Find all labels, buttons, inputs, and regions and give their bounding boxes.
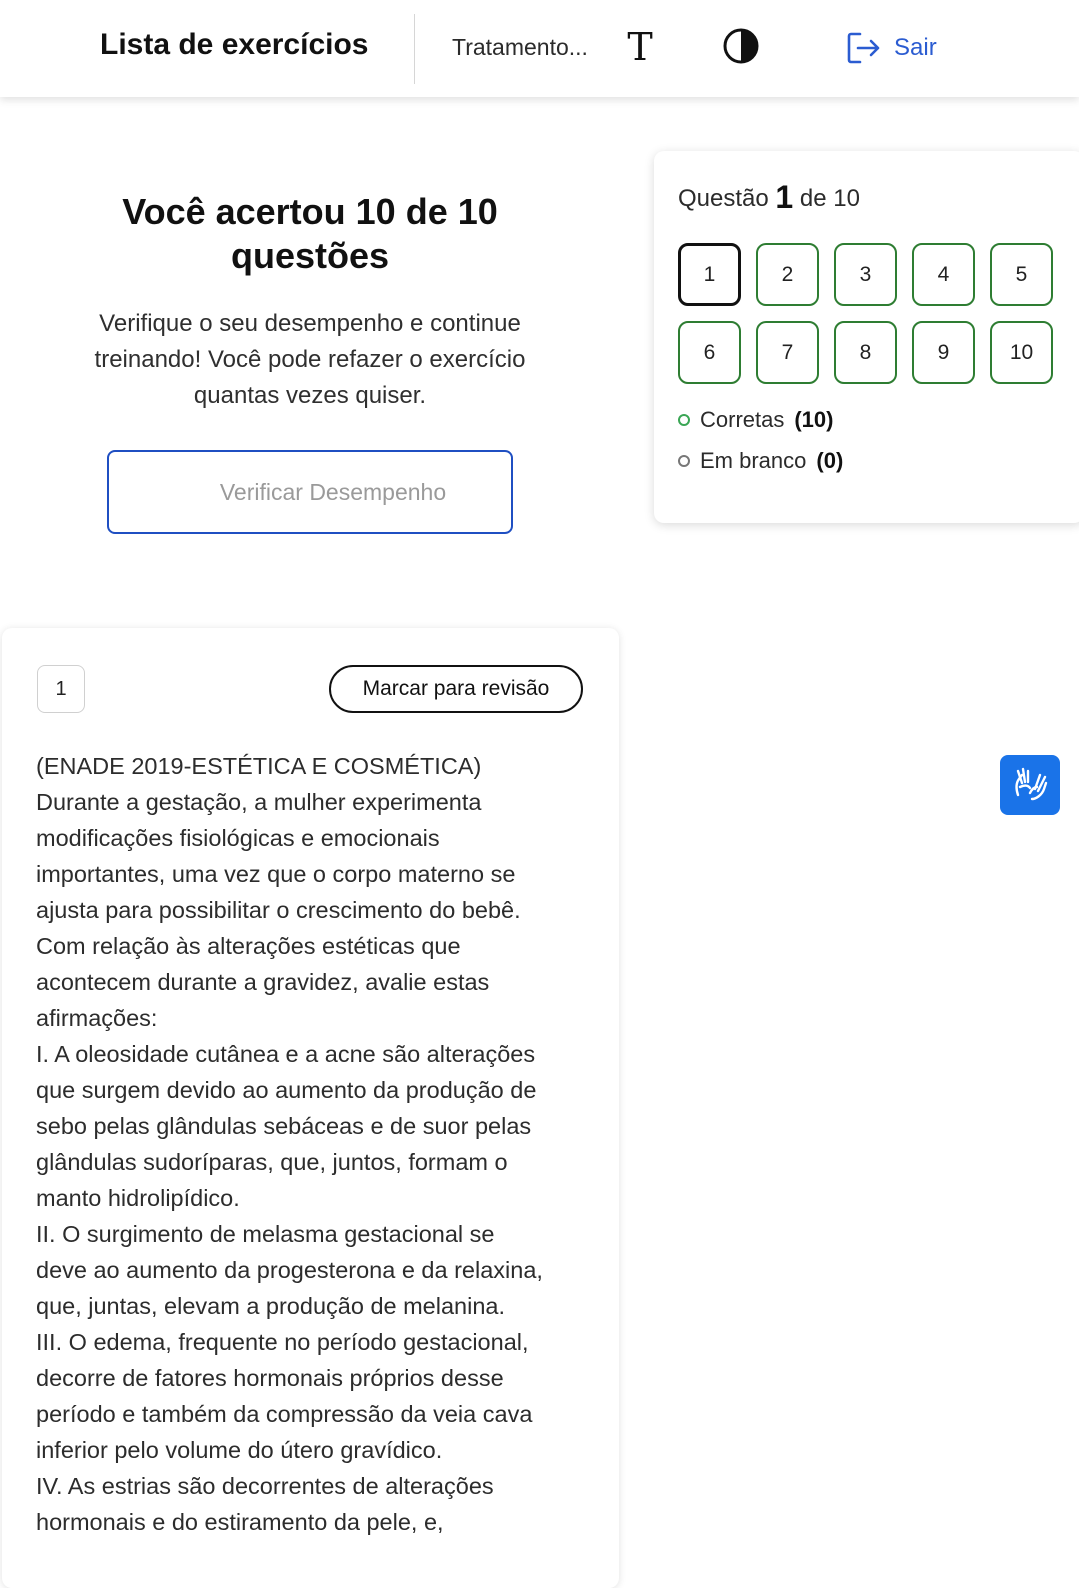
- legend-correct: [678, 407, 833, 433]
- accessibility-button[interactable]: [1000, 755, 1060, 815]
- question-button-1[interactable]: 1: [678, 243, 741, 306]
- question-button-10[interactable]: 10: [990, 321, 1053, 384]
- logout-button[interactable]: [846, 30, 937, 66]
- question-button-6[interactable]: 6: [678, 321, 741, 384]
- app-title: Lista de exercícios: [100, 28, 369, 61]
- question-line: IV. As estrias são decorrentes de alterações: [36, 1473, 494, 1499]
- question-button-5[interactable]: 5: [990, 243, 1053, 306]
- font-size-button[interactable]: [620, 22, 660, 72]
- question-grid: [678, 243, 1053, 384]
- question-line: Com relação às alterações estéticas que: [36, 933, 461, 959]
- top-header: [0, 0, 1079, 97]
- logout-label: Sair: [894, 34, 937, 61]
- legend-correct-count: (10): [794, 407, 834, 432]
- font-size-icon: T: [627, 25, 653, 69]
- question-line: que, juntas, elevam a produção de melanina.: [36, 1293, 506, 1319]
- legend-correct-label: Corretas: [700, 407, 785, 432]
- question-statement: [36, 748, 596, 1540]
- verify-performance-button[interactable]: Verificar Desempenho: [107, 450, 513, 534]
- question-button-7[interactable]: 7: [756, 321, 819, 384]
- navigator-heading-suffix: de 10: [799, 185, 860, 212]
- question-line: hormonais e do estiramento da pele, e,: [36, 1509, 444, 1535]
- question-line: sebo pelas glândulas sebáceas e de suor pelas: [36, 1113, 532, 1139]
- question-line: Durante a gestação, a mulher experimenta: [36, 789, 482, 815]
- question-line: que surgem devido ao aumento da produção de: [36, 1077, 537, 1103]
- navigator-heading: [678, 179, 860, 216]
- question-line: glândulas sudoríparas, que, juntos, formam o: [36, 1149, 508, 1175]
- question-button-3[interactable]: 3: [834, 243, 897, 306]
- question-line: decorre de fatores hormonais próprios desse: [36, 1365, 504, 1391]
- question-button-9[interactable]: 9: [912, 321, 975, 384]
- question-line: II. O surgimento de melasma gestacional se: [36, 1221, 495, 1247]
- question-line: período e também da compressão da veia cava: [36, 1401, 533, 1427]
- question-button-4[interactable]: 4: [912, 243, 975, 306]
- sign-language-icon: [1010, 765, 1050, 805]
- correct-dot-icon: [678, 414, 690, 426]
- question-line: III. O edema, frequente no período gestacional,: [36, 1329, 529, 1355]
- blank-dot-icon: [678, 455, 690, 467]
- result-description: Verifique o seu desempenho e continue treinando! Você pode refazer o exercício quantas vezes quiser.: [94, 310, 526, 409]
- legend-blank-label: Em branco: [700, 448, 807, 473]
- legend-blank-count: (0): [816, 448, 844, 473]
- navigator-heading-prefix: Questão: [678, 185, 769, 212]
- result-title: Você acertou 10 de 10 questões: [122, 191, 498, 276]
- question-line: ajusta para possibilitar o crescimento do bebê.: [36, 897, 521, 923]
- question-line: modificações fisiológicas e emocionais: [36, 825, 440, 851]
- question-card: [2, 628, 619, 1588]
- question-line: acontecem durante a gravidez, avalie estas: [36, 969, 490, 995]
- question-button-2[interactable]: 2: [756, 243, 819, 306]
- contrast-button[interactable]: [722, 27, 760, 65]
- question-line: manto hidrolipídico.: [36, 1185, 240, 1211]
- logout-icon: [846, 31, 882, 65]
- mark-for-review-button[interactable]: Marcar para revisão: [329, 665, 583, 713]
- legend-blank: [678, 448, 843, 474]
- question-line: afirmações:: [36, 1005, 158, 1031]
- course-name[interactable]: Tratamento...: [452, 34, 588, 60]
- question-line: inferior pelo volume do útero gravídico.: [36, 1437, 443, 1463]
- question-line: I. A oleosidade cutânea e a acne são alterações: [36, 1041, 536, 1067]
- question-number-badge: 1: [37, 665, 85, 713]
- question-line: importantes, uma vez que o corpo materno se: [36, 861, 516, 887]
- question-line: (ENADE 2019-ESTÉTICA E COSMÉTICA): [36, 753, 482, 779]
- question-line: deve ao aumento da progesterona e da relaxina,: [36, 1257, 543, 1283]
- header-divider: [414, 14, 415, 84]
- current-question-number: 1: [775, 179, 794, 215]
- question-button-8[interactable]: 8: [834, 321, 897, 384]
- question-navigator: [654, 151, 1079, 523]
- contrast-icon: [722, 27, 760, 65]
